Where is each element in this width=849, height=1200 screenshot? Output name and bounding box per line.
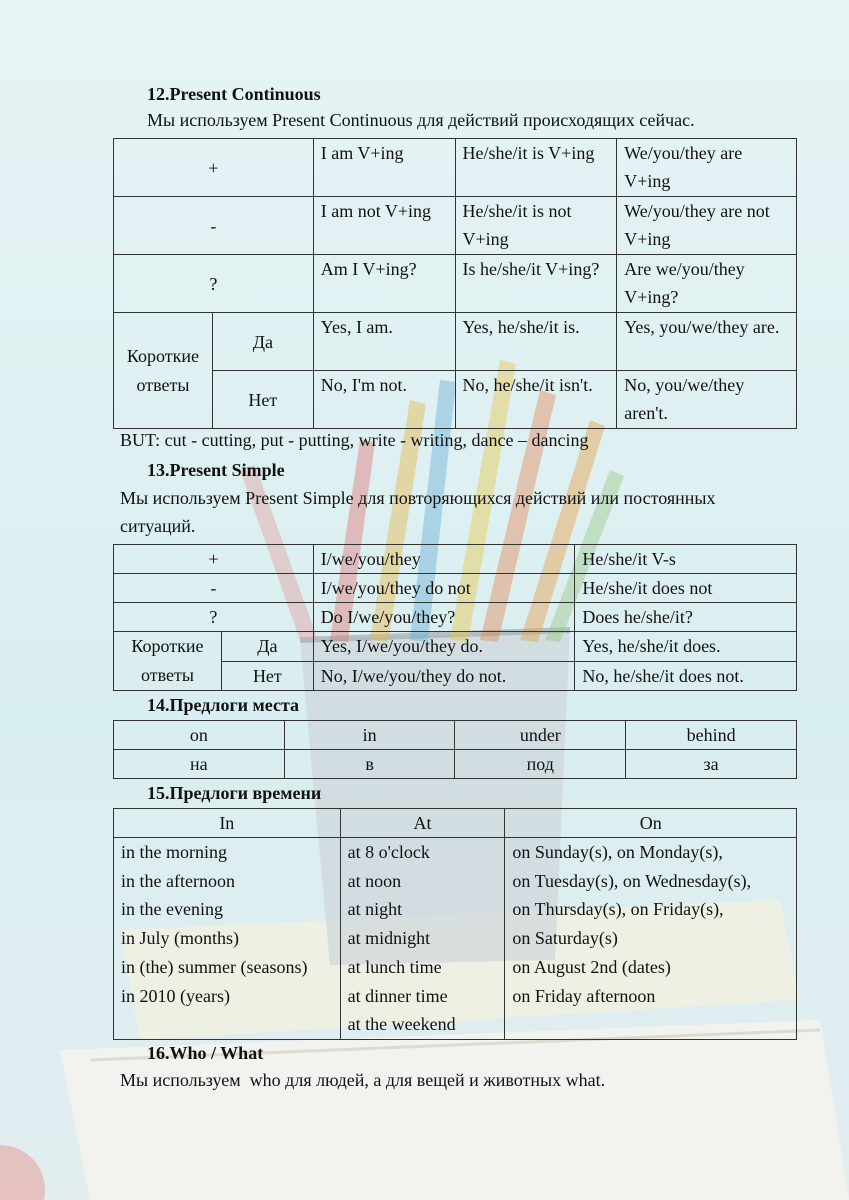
pc-cell: I am not V+ing — [313, 197, 455, 255]
ps-cell: No, he/she/it does not. — [575, 661, 797, 691]
time-in-item: in the morning — [121, 842, 227, 862]
time-header-at: At — [340, 809, 505, 838]
pc-row-negative — [114, 197, 797, 255]
place-en-cell: under — [455, 721, 626, 750]
ps-row-positive — [114, 545, 797, 574]
pc-cell: Am I V+ing? — [313, 255, 455, 313]
section-15-heading: 15.Предлоги времени — [147, 783, 322, 803]
pc-row-yes — [114, 313, 797, 371]
time-in-item: in the afternoon — [121, 870, 235, 891]
time-on-item: on Sunday(s), on Monday(s), — [512, 842, 723, 862]
ps-row-yes — [114, 632, 797, 662]
time-header-on: On — [505, 809, 797, 838]
pc-cell: I am V+ing — [313, 139, 455, 197]
ps-sign-plus: + — [114, 545, 314, 574]
place-prepositions-table — [113, 720, 797, 779]
pc-cell: We/you/they are V+ing — [617, 139, 797, 197]
time-in-column — [114, 838, 341, 1040]
ps-cell: He/she/it V-s — [575, 545, 797, 574]
pc-sign-plus: + — [114, 139, 314, 197]
pc-no-label: Нет — [212, 371, 313, 429]
time-in-item: in (the) summer (seasons) — [121, 956, 308, 977]
pc-cell: Are we/you/they V+ing? — [617, 255, 797, 313]
time-at-item: at 8 o'clock — [347, 842, 430, 862]
time-header-in: In — [114, 809, 341, 838]
time-in-item: in the evening — [121, 899, 223, 920]
time-at-item: at the weekend — [347, 1014, 456, 1035]
time-on-item: on August 2nd (dates) — [512, 956, 671, 977]
pc-cell: He/she/it is V+ing — [455, 139, 617, 197]
section-13-intro-line-2: ситуаций. — [120, 516, 196, 536]
time-in-item: in July (months) — [121, 928, 240, 949]
place-ru-row — [114, 750, 797, 779]
time-at-item: at dinner time — [347, 985, 448, 1006]
pc-row-positive — [114, 139, 797, 197]
section-13-intro-line-1: Мы используем Present Simple для повторяющихся действий или постоянных — [120, 488, 716, 508]
ps-short-answers-label: Короткие ответы — [114, 632, 222, 691]
section-13-heading: 13.Present Simple — [147, 460, 285, 480]
pc-row-no — [114, 371, 797, 429]
time-on-item: on Saturday(s) — [512, 928, 618, 949]
pc-sign-question: ? — [114, 255, 314, 313]
ps-cell: Yes, I/we/you/they do. — [313, 632, 575, 662]
pc-cell: No, he/she/it isn't. — [455, 371, 617, 429]
place-ru-cell: под — [455, 750, 626, 779]
present-simple-table — [113, 544, 797, 691]
ps-no-label: Нет — [221, 661, 313, 691]
pc-cell: No, you/we/they aren't. — [617, 371, 797, 429]
time-on-item: on Thursday(s), on Friday(s), — [512, 899, 724, 920]
ps-sign-question: ? — [114, 603, 314, 632]
place-en-cell: in — [284, 721, 455, 750]
time-at-item: at night — [347, 899, 403, 920]
place-ru-cell: за — [626, 750, 797, 779]
time-on-item: on Friday afternoon — [512, 985, 656, 1006]
pc-cell: No, I'm not. — [313, 371, 455, 429]
place-ru-cell: в — [284, 750, 455, 779]
pc-cell: He/she/it is not V+ing — [455, 197, 617, 255]
time-on-item: on Tuesday(s), on Wednesday(s), — [512, 870, 752, 891]
pc-yes-label: Да — [212, 313, 313, 371]
section-14-heading: 14.Предлоги места — [147, 695, 300, 715]
pc-cell: Is he/she/it V+ing? — [455, 255, 617, 313]
ps-cell: I/we/you/they — [313, 545, 575, 574]
pc-cell: Yes, I am. — [313, 313, 455, 371]
place-en-row — [114, 721, 797, 750]
pc-row-question — [114, 255, 797, 313]
ps-yes-label: Да — [221, 632, 313, 662]
pc-cell: We/you/they are not V+ing — [617, 197, 797, 255]
ps-cell: No, I/we/you/they do not. — [313, 661, 575, 691]
pc-sign-minus: - — [114, 197, 314, 255]
section-12-heading: 12.Present Continuous — [147, 84, 321, 104]
ps-cell: He/she/it does not — [575, 574, 797, 603]
ps-cell: Yes, he/she/it does. — [575, 632, 797, 662]
ps-cell: I/we/you/they do not — [313, 574, 575, 603]
time-in-item: in 2010 (years) — [121, 985, 230, 1006]
ps-cell: Do I/we/you/they? — [313, 603, 575, 632]
ps-row-negative — [114, 574, 797, 603]
ps-cell: Does he/she/it? — [575, 603, 797, 632]
present-continuous-table — [113, 138, 797, 429]
pc-cell: Yes, he/she/it is. — [455, 313, 617, 371]
section-16-text: Мы используем who для людей, а для вещей и животных what. — [120, 1070, 606, 1090]
ps-sign-minus: - — [114, 574, 314, 603]
place-ru-cell: на — [114, 750, 285, 779]
place-en-cell: behind — [626, 721, 797, 750]
time-body-row — [114, 838, 797, 1040]
place-en-cell: on — [114, 721, 285, 750]
section-12-but-note: BUT: cut - cutting, put - putting, write - writing, dance – dancing — [120, 430, 589, 450]
ps-row-question — [114, 603, 797, 632]
time-at-column — [340, 838, 505, 1040]
time-at-item: at lunch time — [347, 956, 442, 977]
time-at-item: at midnight — [347, 928, 431, 949]
section-16-heading: 16.Who / What — [147, 1043, 264, 1063]
time-header-row — [114, 809, 797, 838]
time-at-item: at noon — [347, 870, 402, 891]
section-12-intro: Мы используем Present Continuous для действий происходящих сейчас. — [147, 110, 695, 130]
time-on-column — [505, 838, 797, 1040]
pc-cell: Yes, you/we/they are. — [617, 313, 797, 371]
pc-short-answers-label: Короткие ответы — [114, 313, 213, 429]
time-prepositions-table — [113, 808, 797, 1040]
